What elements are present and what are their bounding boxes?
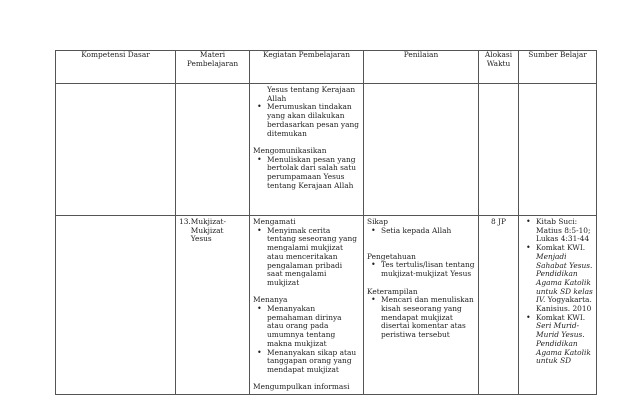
cell-alokasi	[479, 84, 519, 216]
cell-sumber	[519, 84, 597, 216]
source-publisher: Komkat KWI.	[536, 312, 586, 322]
header-penilaian: Penilaian	[364, 51, 479, 84]
cell-kegiatan	[250, 216, 364, 395]
header-sumber: Sumber Belajar	[519, 51, 597, 84]
list-item: • Menyimak cerita tentang seseorang yang mengalami mukjizat atau menceritakan pengalaman pribadi saat mengalami mukjizat	[253, 227, 360, 288]
section-title: Mengomunikasikan	[253, 145, 327, 155]
list-item: • Menanyakan sikap atau tanggapan orang yang mendapat mukjizat	[253, 349, 360, 375]
section-title: Mengumpulkan informasi	[253, 382, 350, 392]
cell-kompetensi	[56, 84, 176, 216]
kegiatan-continuation: Yesus tentang Kerajaan Allah	[267, 85, 356, 103]
section-title: Menanya	[253, 295, 288, 305]
source-title: Menjadi Sahabat Yesus. Pendidikan Agama Katolik untuk SD kelas IV.	[536, 251, 593, 305]
cell-kompetensi	[56, 216, 176, 395]
cell-penilaian	[364, 216, 479, 395]
section-title: Pengetahuan	[367, 251, 416, 261]
list-item: • Setia kepada Allah	[367, 227, 475, 236]
cell-kegiatan	[250, 84, 364, 216]
header-row	[56, 51, 597, 84]
materi-text: Mukjizat-Mukjizat Yesus	[190, 217, 226, 244]
source-title: Seri Murid-Murid Yesus. Pendidikan Agama Katolik untuk SD	[536, 321, 591, 366]
section-title: Sikap	[367, 217, 389, 226]
list-item: • Menuliskan pesan yang bertolak dari salah satu perumpamaan Yesus tentang Kerajaan Allah	[253, 156, 360, 191]
table-row	[56, 216, 597, 395]
section-title: Keterampilan	[367, 286, 418, 296]
source-publisher: Komkat KWI.	[536, 243, 586, 253]
list-item	[522, 244, 593, 314]
cell-sumber	[519, 216, 597, 395]
list-item: • Kitab Suci: Matius 8:5-10; Lukas 4:31-44	[522, 218, 593, 244]
materi-number: 13.	[179, 217, 191, 226]
cell-materi	[176, 84, 250, 216]
header-kegiatan: Kegiatan Pembelajaran	[250, 51, 364, 84]
header-alokasi: Alokasi Waktu	[479, 51, 519, 84]
header-kompetensi-dasar: Kompetensi Dasar	[56, 51, 176, 84]
source-imprint: Yogyakarta. Kanisius. 2010	[536, 295, 592, 314]
list-item	[522, 314, 593, 366]
list-item: • Merumuskan tindakan yang akan dilakukan berdasarkan pesan yang ditemukan	[253, 103, 360, 138]
curriculum-table	[55, 50, 597, 395]
section-title: Mengamati	[253, 217, 296, 226]
list-item: • Tes tertulis/lisan tentang mukjizat-mukjizat Yesus	[367, 261, 475, 278]
cell-penilaian	[364, 84, 479, 216]
list-item: • Menanyakan pemahaman dirinya atau orang pada umumnya tentang makna mukjizat	[253, 305, 360, 349]
table-row	[56, 84, 597, 216]
list-item: • Mencari dan menuliskan kisah seseorang yang mendapat mukjizat disertai komentar atas peristiwa tersebut	[367, 296, 475, 340]
alokasi-value: 8 JP	[491, 217, 506, 226]
cell-alokasi	[479, 216, 519, 395]
cell-materi	[176, 216, 250, 395]
header-materi: Materi Pembelajaran	[176, 51, 250, 84]
